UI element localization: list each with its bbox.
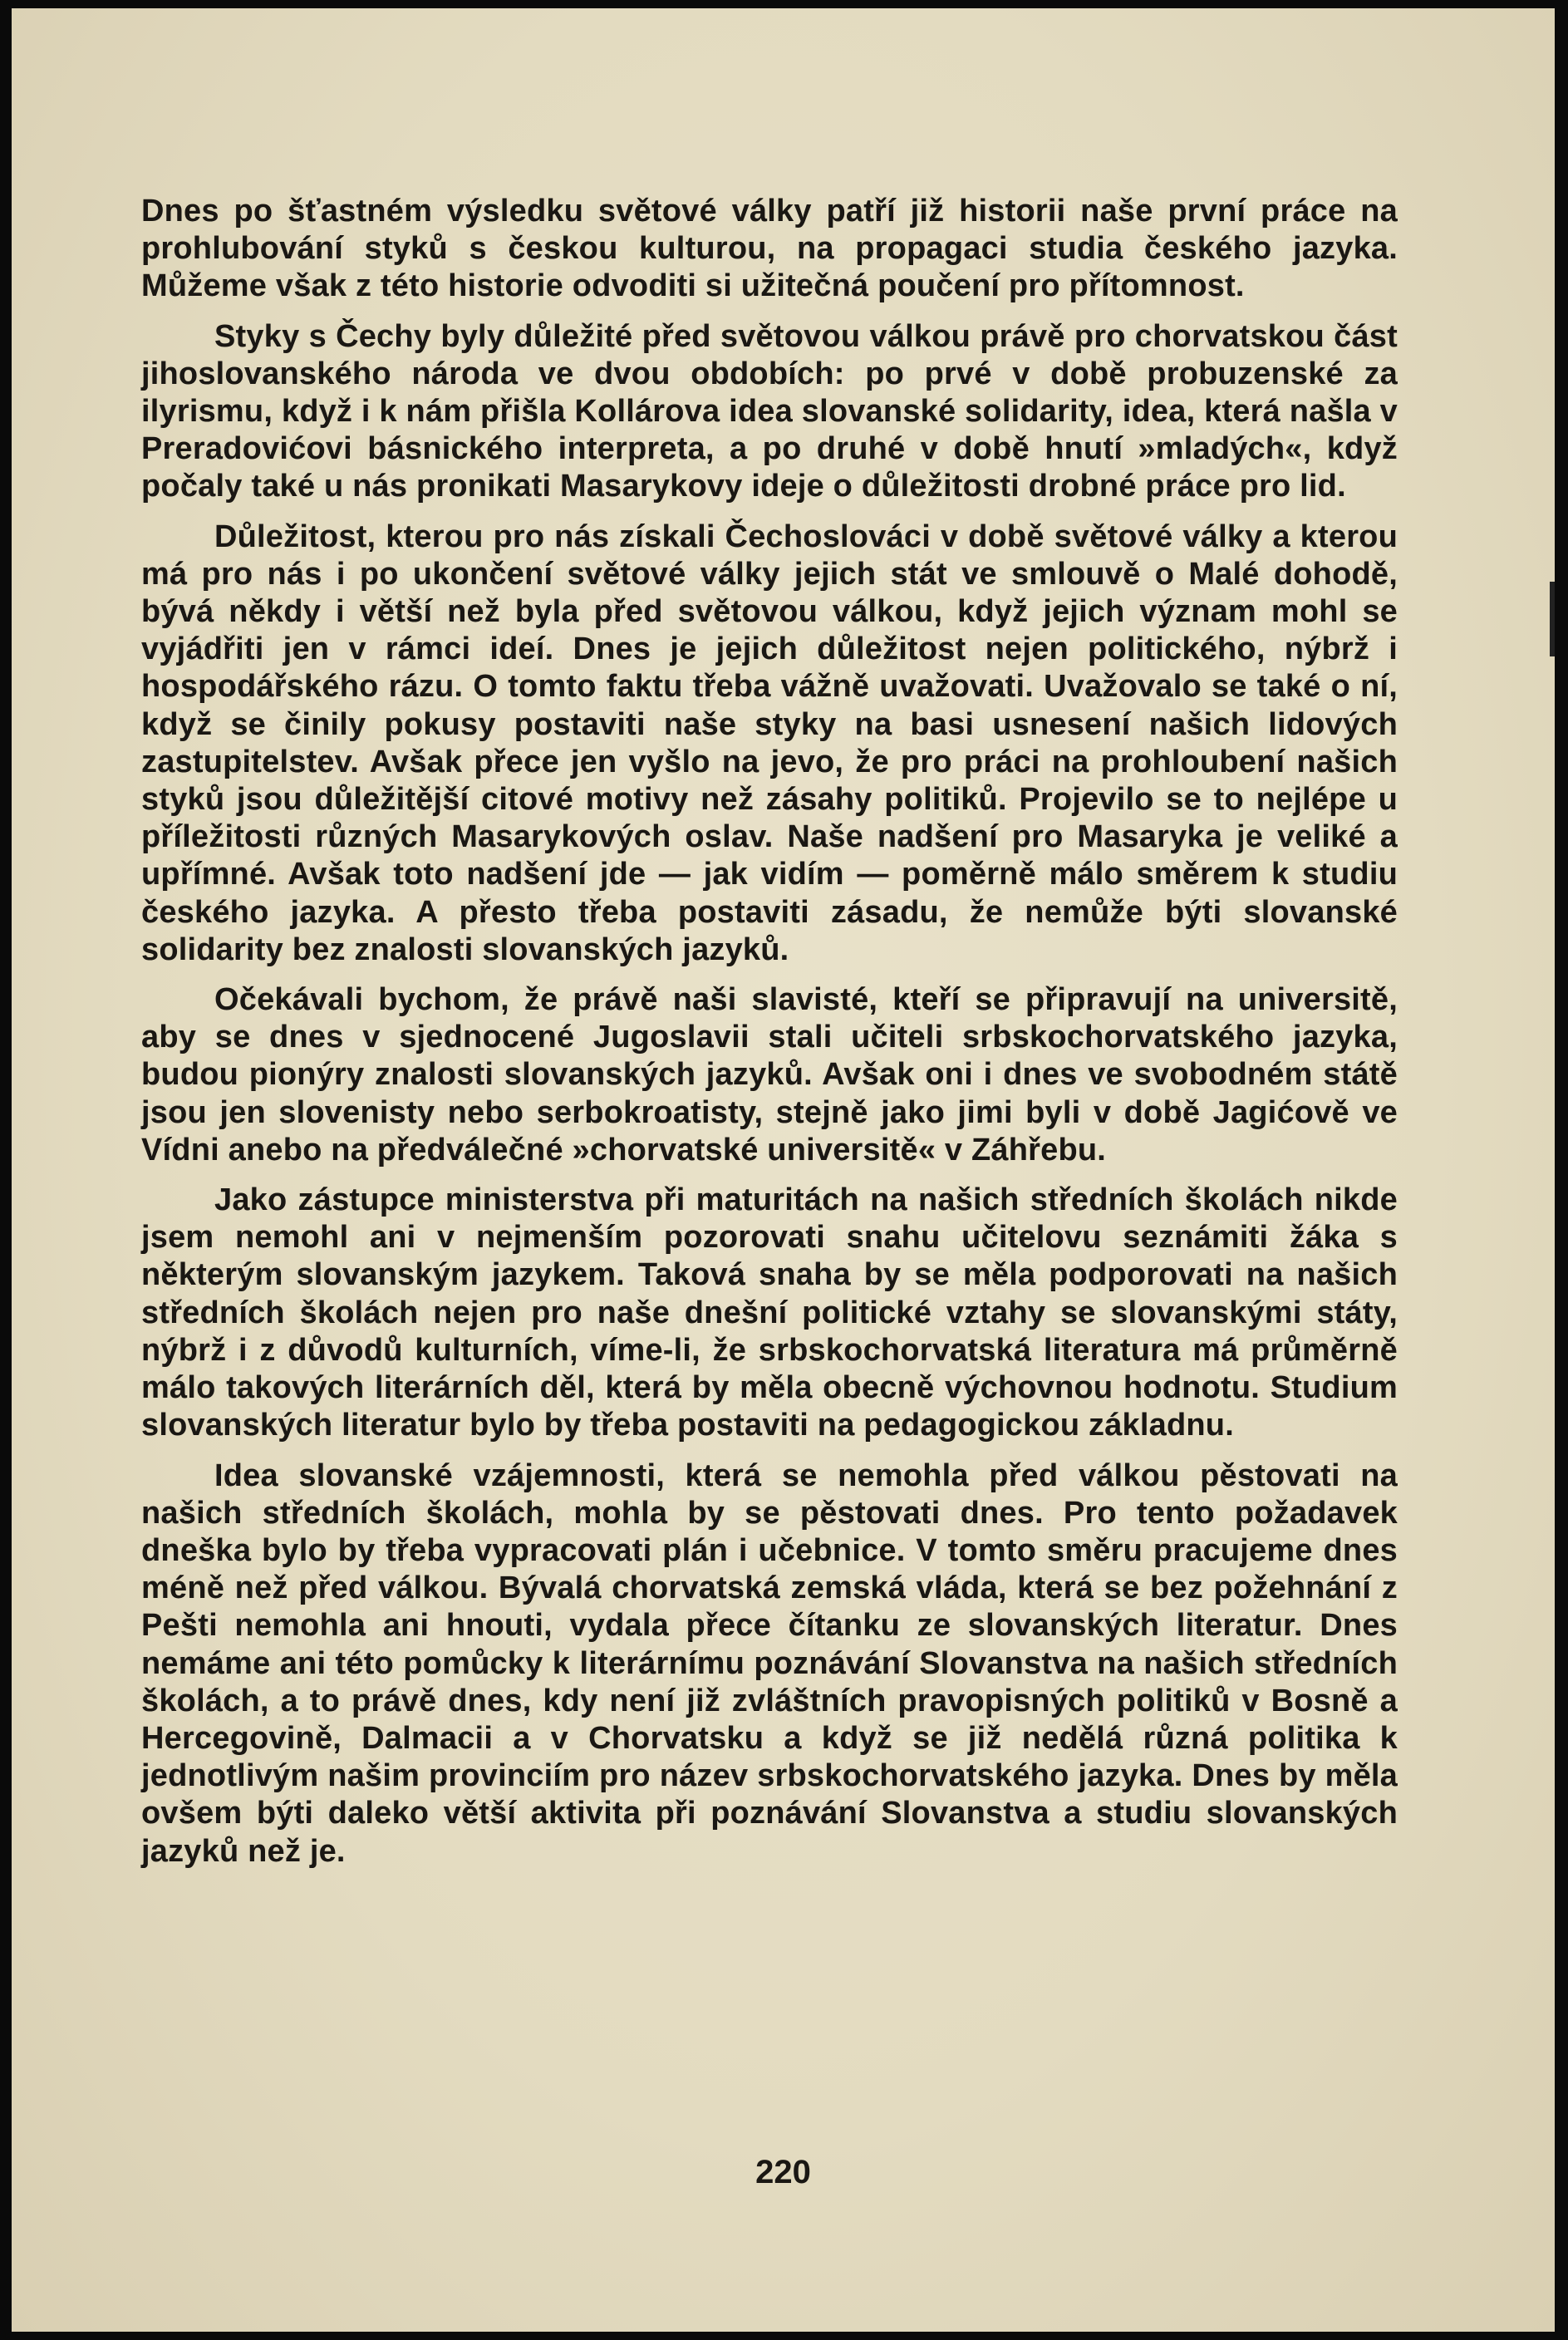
paragraph-3: Důležitost, kterou pro nás získali Čechoslováci v době světové války a kterou má pro nás i po ukončení světové války jejich stát ve smlouvě o Malé dohodě, bývá někdy i větší než byla před světovou válkou, když jejich význam mohl se vyjádřiti jen v rámci ideí. Dnes je jejich důležitost nejen politického, nýbrž i hospodářského rázu. O tomto faktu třeba vážně uvažovati. Uvažovalo se také o ní, když se činily pokusy postaviti naše styky na basi usnesení našich lidových zastupitelstev. Avšak přece jen vyšlo na jevo, že pro práci na prohloubení našich styků jsou důležitější citové motivy než zásahy politiků. Projevilo se to nejlépe u příležitosti různých Masarykových oslav. Naše nadšení pro Masaryka je veliké a upřímné. Avšak toto nadšení jde — jak vidím — poměrně málo směrem k studiu českého jazyka. A přesto třeba postaviti zásadu, že nemůže býti slovanské solidarity bez znalosti slovanských jazyků. (141, 519, 1398, 967)
page-number: 220 (755, 2154, 811, 2190)
body-text (141, 193, 1398, 1883)
page-edge-mark (1550, 582, 1555, 656)
paragraph-2: Styky s Čechy byly důležité před světovou válkou právě pro chorvatskou část jihoslovanského národa ve dvou obdobích: po prvé v době probuzenské za ilyrismu, když i k nám přišla Kollárova idea slovanské solidarity, idea, která našla v Preradovićovi básnického interpreta, a po druhé v době hnutí »mladých«, když počaly také u nás pronikati Masarykovy ideje o důležitosti drobné práce pro lid. (141, 318, 1398, 504)
paragraph-6: Idea slovanské vzájemnosti, která se nemohla před válkou pěstovati na našich středních školách, mohla by se pěstovati dnes. Pro tento požadavek dneška bylo by třeba vypracovati plán i učebnice. V tomto směru pracujeme dnes méně než před válkou. Bývalá chorvatská zemská vláda, která se bez požehnání z Pešti nemohla ani hnouti, vydala přece čítanku ze slovanských literatur. Dnes nemáme ani této pomůcky k literárnímu poznávání Slovanstva na našich středních školách, a to právě dnes, kdy není již zvláštních pravopisných politiků v Bosně a Hercegovině, Dalmacii a v Chorvatsku a když se již nedělá různá politika k jednotlivým našim provinciím pro název srbskochorvatského jazyka. Dnes by měla ovšem býti daleko větší aktivita při poznávání Slovanstva a studiu slovanských jazyků než je. (141, 1458, 1398, 1869)
scanned-page (12, 8, 1555, 2332)
paragraph-4: Očekávali bychom, že právě naši slavisté, kteří se připravují na universitě, aby se dnes v sjednocené Jugoslavii stali učiteli srbskochorvatského jazyka, budou pionýry znalosti slovanských jazyků. Avšak oni i dnes ve svobodném státě jsou jen slovenisty nebo serbokroatisty, stejně jako jimi byli v době Jagićově ve Vídni anebo na předválečné »chorvatské universitě« v Záhřebu. (141, 982, 1398, 1168)
paragraph-5: Jako zástupce ministerstva při maturitách na našich středních školách nikde jsem nemohl ani v nejmenším pozorovati snahu učitelovu seznámiti žáka s některým slovanským jazykem. Taková snaha by se měla podporovati na našich středních školách nejen pro naše dnešní politické vztahy se slovanskými státy, nýbrž i z důvodů kulturních, víme-li, že srbskochorvatská literatura má průměrně málo takových literárních děl, která by měla obecně výchovnou hodnotu. Studium slovanských literatur bylo by třeba postaviti na pedagogickou základnu. (141, 1182, 1398, 1443)
paragraph-1: Dnes po šťastném výsledku světové války patří již historii naše první práce na prohlubování styků s českou kulturou, na propagaci studia českého jazyka. Můžeme však z této historie odvoditi si užitečná poučení pro přítomnost. (141, 194, 1398, 304)
